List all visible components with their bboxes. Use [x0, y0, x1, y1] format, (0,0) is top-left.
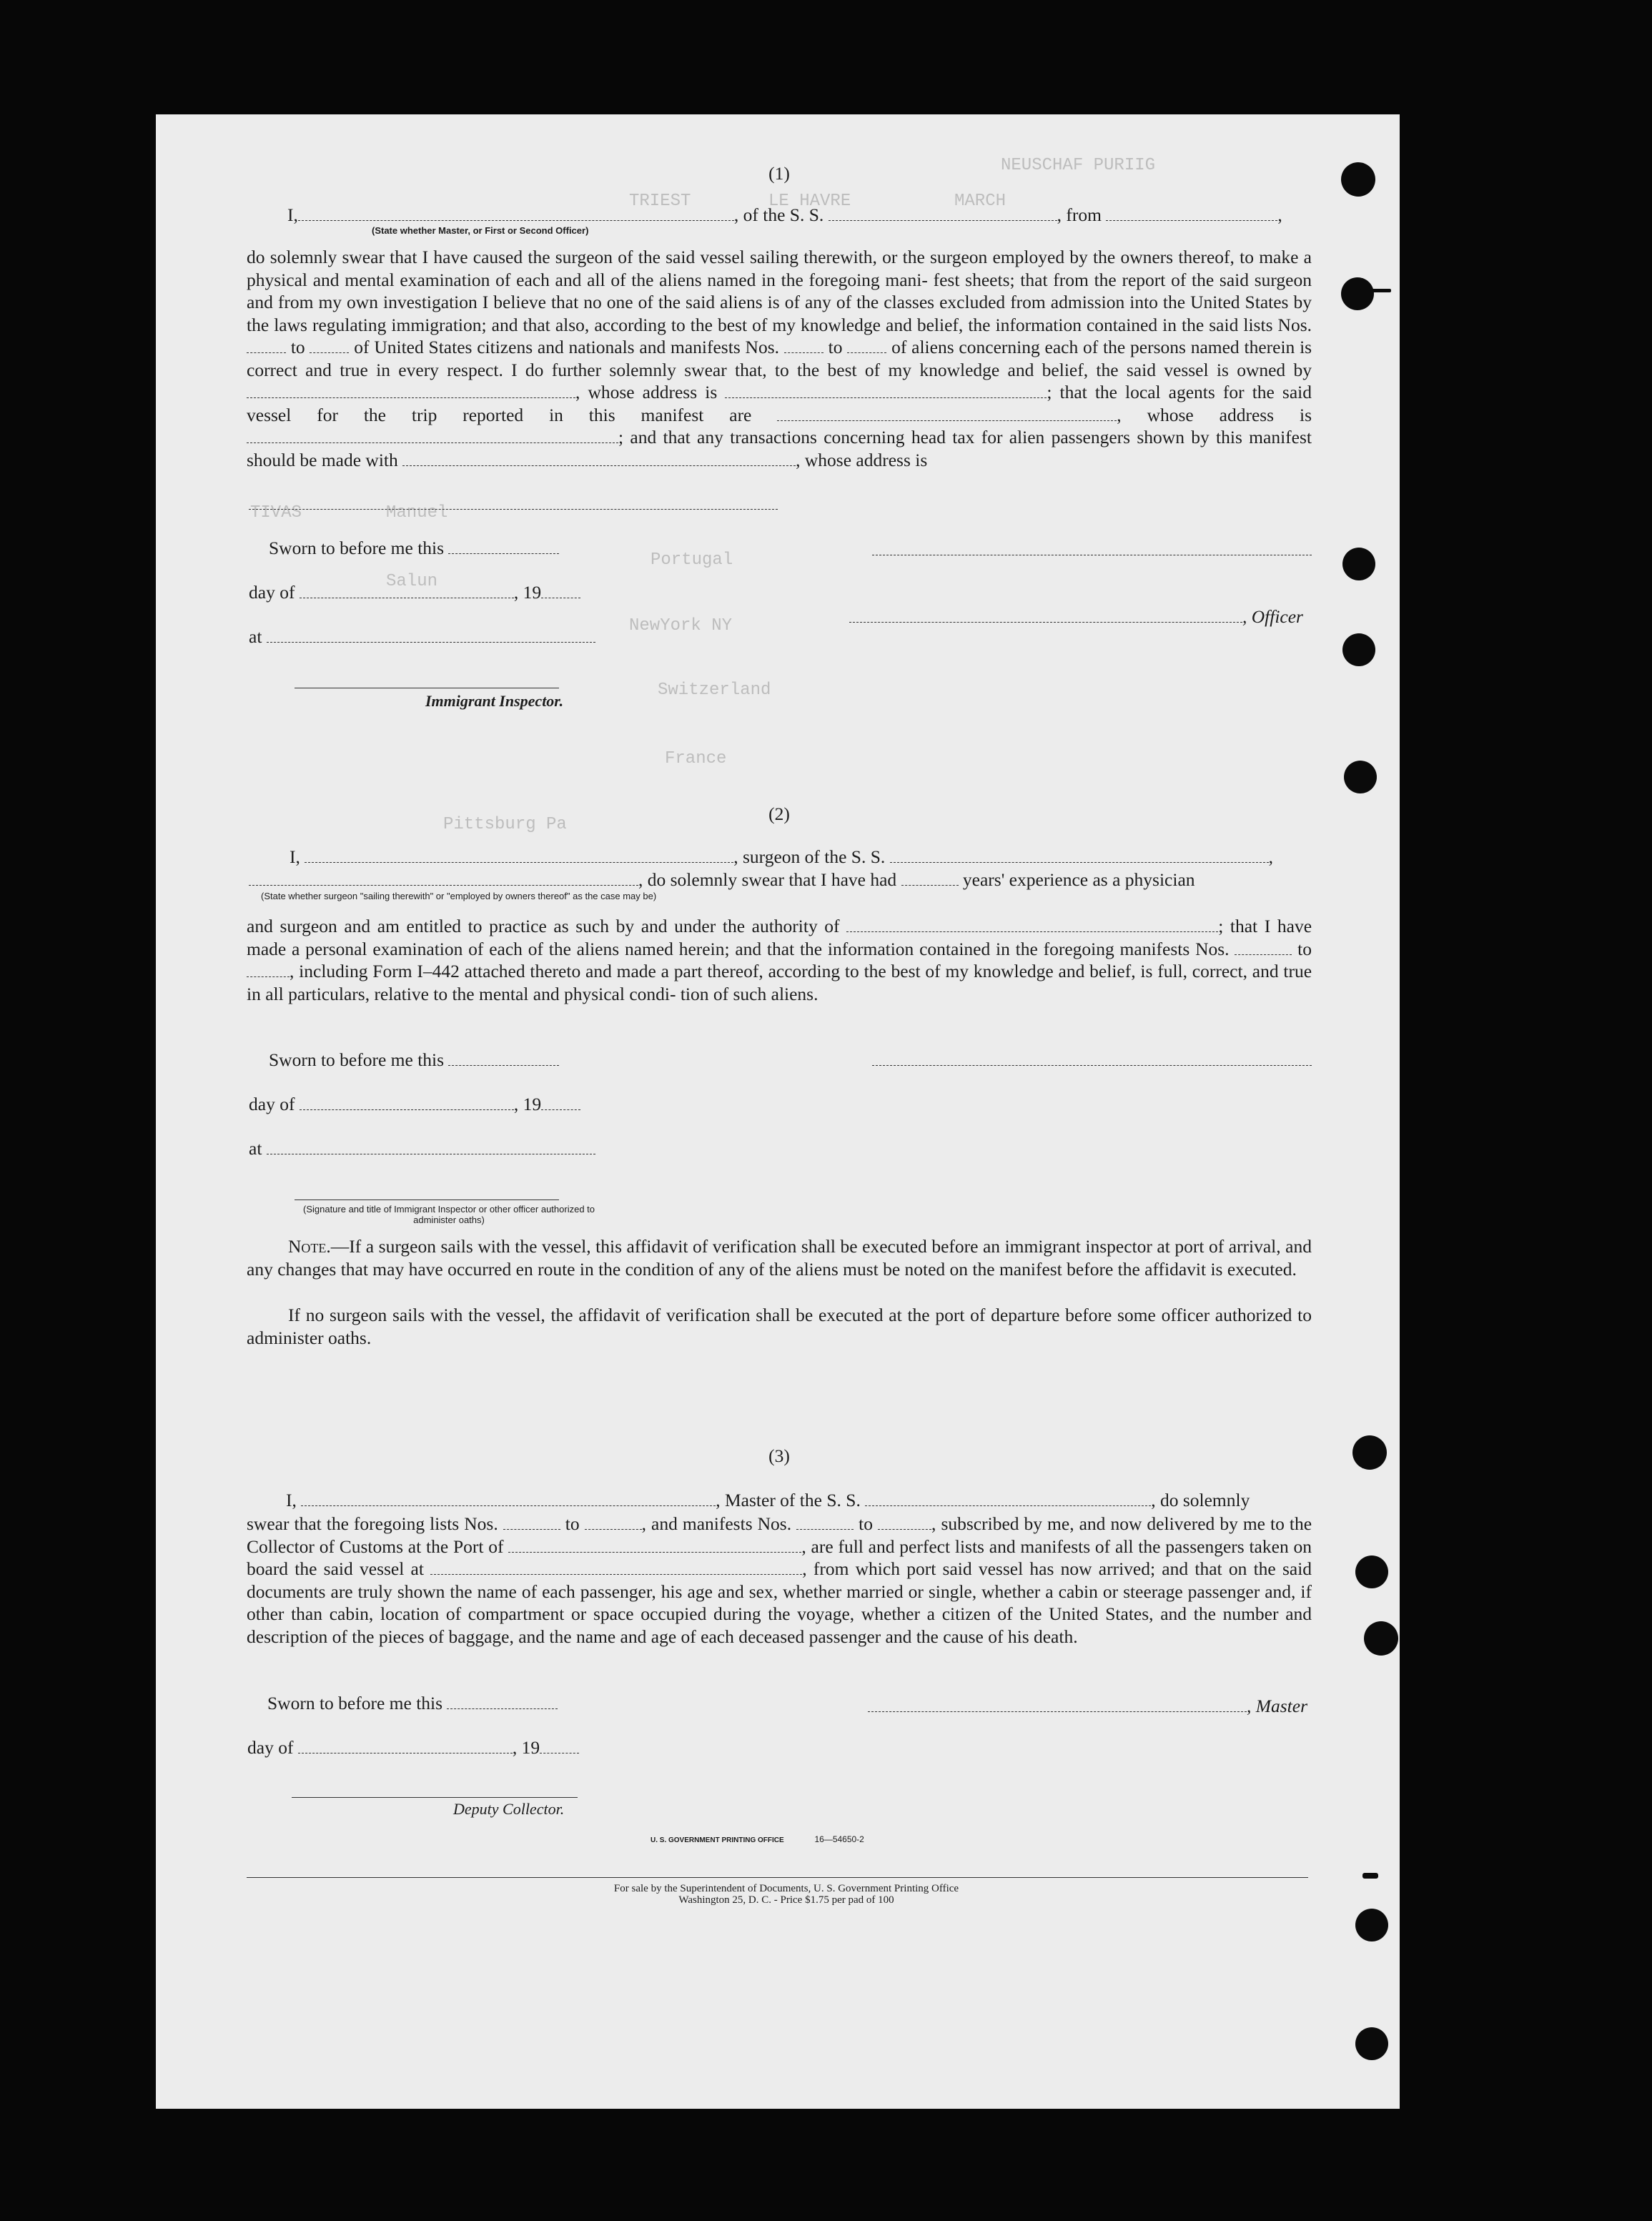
text: , subscribed by me, and now	[931, 1513, 1142, 1534]
text: fest sheets; that from the report of the said surgeon and from my own investigation I believe that no one of the said	[247, 269, 1312, 312]
text: ;	[1218, 916, 1224, 936]
text: ;	[1047, 382, 1052, 402]
text: the said vessel is owned by	[1096, 359, 1312, 380]
text: ,	[1117, 404, 1122, 425]
surgeon-name-blank	[305, 848, 733, 863]
section-3-number: (3)	[768, 1445, 790, 1466]
inspector-signature-line	[295, 1199, 559, 1200]
text: do solemnly swear that I have caused the surgeon of the said vessel sailing therewith, or the surgeon employed by the	[247, 247, 1116, 267]
day-of-line	[247, 1737, 579, 1759]
text: tion of such aliens.	[680, 983, 818, 1004]
text: to	[290, 337, 305, 357]
vessel-name-blank	[890, 848, 1269, 863]
text: that I have made a personal examination of each of the aliens named herein; and that the information contained in the	[247, 916, 1312, 959]
text: owners thereof, to make a physical and mental examination of each and all of the aliens named in the foregoing mani-	[247, 247, 1312, 290]
binder-hole	[1364, 1621, 1398, 1656]
head-tax-contact-blank	[402, 451, 796, 466]
text: manifests of all the passengers taken on board the said vessel at	[247, 1535, 1312, 1579]
day-of-line	[249, 582, 580, 603]
text: If no surgeon sails with the vessel, the affidavit of verification shall be executed at the port of departure before some officer authorized to administer oaths.	[247, 1305, 1312, 1348]
manifest-no-blank	[847, 338, 886, 353]
binder-hole	[1352, 1435, 1387, 1470]
bleed-through-text: NewYork NY	[629, 616, 733, 635]
at-line	[249, 1138, 595, 1159]
note-paragraph	[247, 1304, 1312, 1349]
bleed-through-text: France	[665, 749, 727, 768]
bleed-through-text: Portugal	[651, 550, 733, 570]
text: to	[565, 1513, 580, 1534]
section-1-paragraph	[247, 246, 1312, 471]
year-blank	[541, 583, 580, 598]
text: aliens is of any of the classes excluded from admission into the United States by the laws regulating immigration; and	[247, 292, 1312, 335]
bleed-through-text: Salun	[386, 572, 438, 591]
manifest-no-blank	[1235, 940, 1292, 955]
text: of baggage, and the name and age of each deceased passenger and the cause of his death.	[428, 1626, 1078, 1647]
year-blank	[541, 1095, 580, 1110]
authority-blank	[846, 917, 1218, 932]
binder-hole	[1355, 1555, 1388, 1588]
text: the best of my knowledge and belief, is full, correct, and true in all particulars, relative to the mental and physical condi-	[247, 961, 1312, 1004]
text: swear that the foregoing lists Nos.	[247, 1513, 498, 1534]
bleed-through-text: TRIEST	[629, 192, 691, 211]
text: , are full and perfect lists and	[801, 1535, 1016, 1557]
day-blank	[300, 583, 514, 598]
sworn-line	[269, 538, 559, 559]
text: to	[828, 337, 843, 357]
text: , whose address is	[575, 382, 718, 402]
binder-hole	[1342, 548, 1375, 580]
text: I,	[287, 204, 298, 225]
bleed-through-text: NEUSCHAF PURIIG	[1001, 156, 1156, 175]
text: Sworn to before me this	[269, 538, 445, 558]
owner-address-blank	[725, 383, 1047, 398]
note-label: Note.	[288, 1236, 331, 1257]
officer-signature-line	[849, 606, 1303, 628]
text: at	[249, 626, 262, 647]
text: , including Form I–442 attached thereto and made a part thereof, according to	[290, 961, 859, 981]
section-2-paragraph	[247, 915, 1312, 1005]
text: years' experience as a physician	[962, 869, 1195, 890]
text: , do solemnly swear that I have had	[638, 869, 897, 890]
text: whose address is	[1147, 404, 1312, 425]
section-3-paragraph	[247, 1513, 1312, 1648]
text: to	[859, 1513, 874, 1534]
text: , from which	[802, 1558, 900, 1579]
text: to	[1297, 938, 1312, 959]
collector-signature-line	[292, 1797, 578, 1798]
text: , whose address is	[796, 449, 928, 470]
text: or space occupied during the voyage, whether a citizen of the United States, and the number and description of the pieces	[247, 1603, 1312, 1647]
text: , Master of the S. S.	[716, 1490, 861, 1510]
bleed-through-text: LE HAVRE	[768, 192, 851, 211]
vessel-name-blank	[865, 1491, 1151, 1506]
binder-hole	[1362, 1873, 1378, 1879]
text: day of	[247, 1737, 294, 1758]
section-1-oath-line	[287, 204, 1282, 226]
text: and surgeon and am entitled to practice as such by and under the authority of	[247, 916, 840, 936]
text: I,	[290, 846, 300, 867]
text: , of the S. S.	[733, 204, 824, 225]
footer-rule	[247, 1877, 1308, 1878]
section-2-oath-line	[290, 846, 1273, 868]
text: passengers shown by this manifest should be made with	[247, 427, 1312, 470]
years-blank	[901, 871, 959, 886]
section-2-experience-line	[249, 869, 1195, 891]
boarding-port-blank	[430, 1560, 802, 1575]
text: delivered by me to the Collector of Customs at the Port of	[247, 1513, 1312, 1557]
port-blank	[508, 1538, 801, 1553]
text: foregoing manifests Nos.	[1043, 938, 1230, 959]
place-blank	[267, 1139, 595, 1154]
bleed-through-text: TIVAS	[250, 503, 302, 523]
text: , and manifests Nos.	[641, 1513, 792, 1534]
text: ,	[1268, 846, 1274, 867]
text: port said vessel has now arrived; and that on the said documents are truly shown the name of each passenger, his age and	[247, 1558, 1312, 1602]
master-label: , Master	[1247, 1696, 1307, 1716]
text: , do solemnly	[1151, 1490, 1250, 1510]
gpo-imprint	[651, 1834, 864, 1846]
agents-blank	[777, 406, 1117, 421]
text: therein is correct and true in every respect. I do further solemnly swear that, to the best of my knowledge and belief,	[247, 337, 1312, 380]
signature-title-note: (Signature and title of Immigrant Inspector or other officer authorized to administer oaths)	[302, 1204, 595, 1225]
binder-hole	[1355, 2027, 1388, 2060]
sworn-line	[267, 1693, 558, 1714]
address-blank	[249, 509, 778, 510]
binder-hole	[1355, 1909, 1388, 1941]
master-signature-blank	[868, 1697, 1247, 1712]
bleed-through-text: Switzerland	[658, 681, 771, 700]
text: Washington 25, D. C. - Price $1.75 per pad of 100	[678, 1894, 894, 1906]
year-blank	[540, 1738, 579, 1753]
text: ; and that any transactions concerning head tax for alien	[618, 427, 1045, 447]
text: , 19	[513, 582, 542, 603]
day-blank	[300, 1095, 514, 1110]
text: that the local agents for the said vessel for the trip reported in this manifest are	[247, 382, 1312, 425]
officer-type-note: (State whether Master, or First or Second Officer)	[372, 225, 589, 236]
binder-hole	[1344, 761, 1377, 793]
day-blank	[298, 1738, 513, 1753]
bleed-through-text: Pittsburg Pa	[443, 815, 567, 834]
text: For sale by the Superintendent of Documents, U. S. Government Printing Office	[613, 1883, 959, 1894]
list-no-blank	[585, 1515, 642, 1530]
officer-signature-blank	[849, 608, 1242, 623]
binder-hole	[1360, 289, 1391, 292]
text: that also, according to the best of my knowledge and belief, the information contained in the said lists Nos.	[523, 314, 1312, 335]
text: of United States citizens and nationals and manifests Nos.	[354, 337, 780, 357]
at-line	[249, 626, 595, 648]
surgeon-signature-blank	[872, 1065, 1312, 1066]
text: U. S. GOVERNMENT PRINTING OFFICE	[651, 1836, 784, 1844]
text: at	[249, 1138, 262, 1159]
binder-hole	[1341, 162, 1375, 197]
text: day of	[249, 1094, 295, 1114]
text: I,	[286, 1490, 297, 1510]
collector-label: Deputy Collector.	[453, 1800, 565, 1818]
manifest-no-blank	[878, 1515, 931, 1530]
binder-hole	[1342, 633, 1375, 666]
master-signature-line	[868, 1696, 1307, 1717]
note-paragraph	[247, 1235, 1312, 1280]
inspector-label: Immigrant Inspector.	[425, 692, 564, 710]
sworn-date-blank	[447, 1694, 558, 1709]
sworn-date-blank	[448, 539, 559, 554]
day-of-line	[249, 1094, 580, 1115]
manifest-no-blank	[247, 962, 290, 977]
text: —If a surgeon sails with the vessel, this affidavit of verification shall be executed before an immigrant inspector at port of arrival, and any changes that may have occurred en route in the condition of any of the aliens must be noted on the manifest before the affidavit is executed.	[247, 1236, 1312, 1280]
sale-notice	[500, 1883, 1072, 1906]
list-no-blank	[503, 1515, 560, 1530]
sworn-line	[269, 1049, 559, 1071]
sworn-date-blank	[448, 1051, 559, 1066]
officer-label: , Officer	[1242, 606, 1303, 627]
port-from-blank	[1106, 206, 1277, 221]
text: , 19	[512, 1737, 540, 1758]
bleed-through-text: Manuel	[386, 503, 448, 523]
text: sex, whether married or single, whether a cabin or steerage passenger and, if other than cabin, location of compartment	[247, 1581, 1312, 1624]
bleed-through-text: MARCH	[954, 192, 1006, 211]
place-blank	[267, 628, 595, 643]
text: ,	[1277, 204, 1282, 225]
section-2-number: (2)	[768, 803, 790, 824]
manifest-no-blank	[796, 1515, 854, 1530]
text: Sworn to before me this	[267, 1693, 443, 1713]
master-name-blank	[301, 1491, 716, 1506]
list-no-blank	[247, 338, 286, 353]
text: day of	[249, 582, 295, 603]
section-1-number: (1)	[768, 163, 790, 184]
manifest-no-blank	[784, 338, 823, 353]
form-number: 16—54650-2	[814, 1834, 864, 1844]
text: , surgeon of the S. S.	[733, 846, 886, 867]
surgeon-type-note: (State whether surgeon "sailing therewith" or "employed by owners thereof" as the case may be)	[261, 891, 657, 901]
list-no-blank	[310, 338, 349, 353]
vessel-name-blank	[829, 206, 1057, 221]
text: , 19	[513, 1094, 542, 1114]
text: of aliens concerning each of the persons named	[891, 337, 1240, 357]
agents-address-blank	[247, 428, 618, 443]
surgeon-type-blank	[249, 871, 638, 886]
officer-name-blank	[298, 206, 734, 221]
owner-blank	[247, 383, 575, 398]
binder-hole	[1341, 277, 1374, 310]
text: , from	[1057, 204, 1102, 225]
text: Sworn to before me this	[269, 1049, 445, 1070]
section-3-oath-line	[286, 1490, 1250, 1511]
